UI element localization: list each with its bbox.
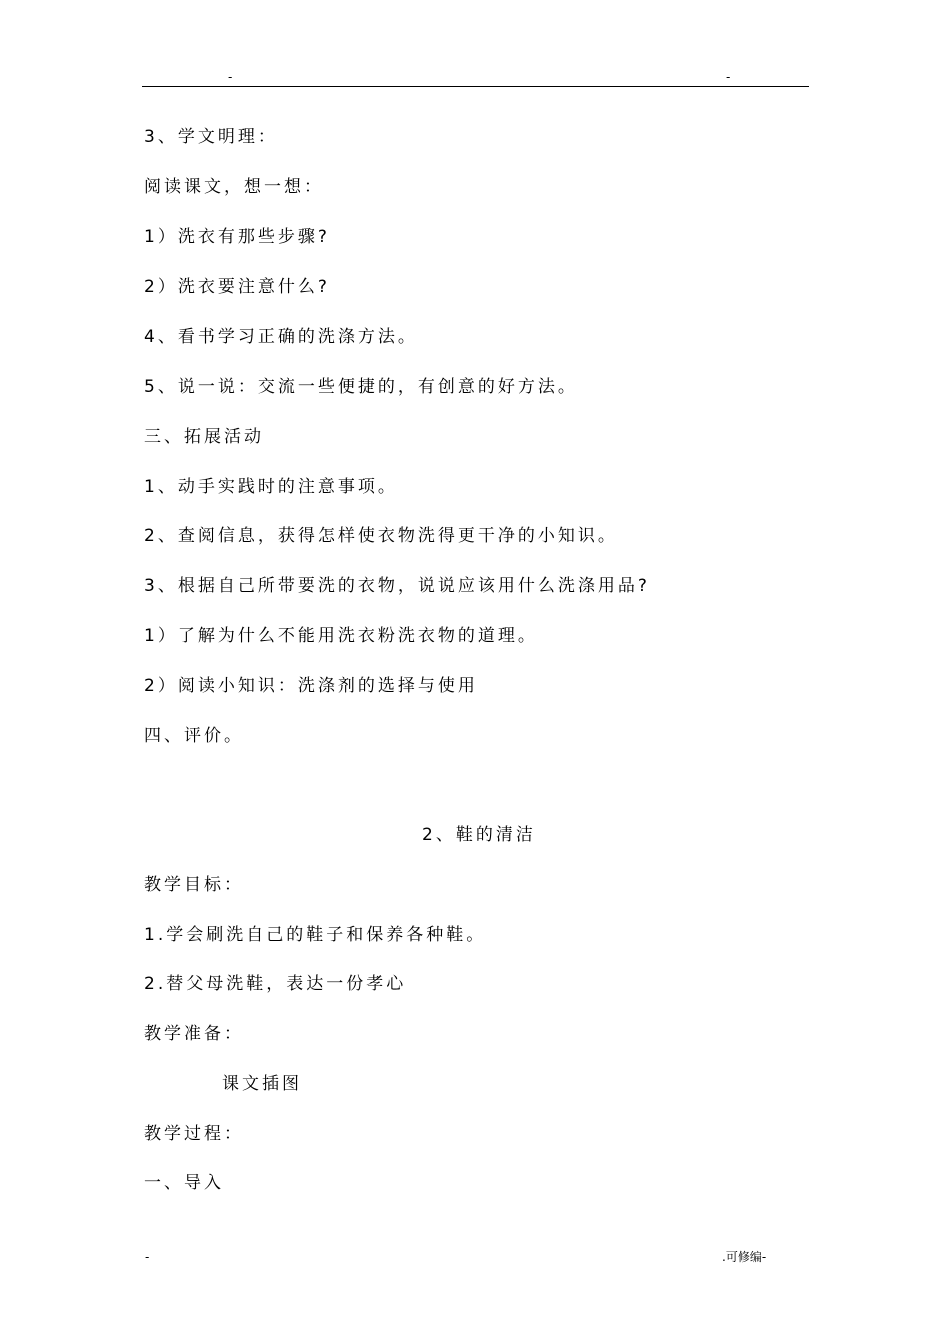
footer-left-mark: - — [145, 1250, 150, 1264]
activity-3-sub-2: 2）阅读小知识：洗涤剂的选择与使用 — [144, 676, 478, 696]
activity-3: 3、根据自己所带要洗的衣物，说说应该用什么洗涤用品? — [144, 576, 650, 596]
header-left-mark: - — [228, 70, 233, 84]
objectives-heading: 教学目标： — [144, 875, 244, 895]
read-prompt: 阅读课文，想一想： — [144, 177, 324, 197]
preparation-item: 课文插图 — [222, 1074, 302, 1094]
question-2: 2）洗衣要注意什么? — [144, 277, 330, 297]
activity-2: 2、查阅信息，获得怎样使衣物洗得更干净的小知识。 — [144, 526, 618, 546]
activity-3-sub-1: 1）了解为什么不能用洗衣粉洗衣物的道理。 — [144, 626, 538, 646]
step-5: 5、说一说：交流一些便捷的，有创意的好方法。 — [144, 377, 578, 397]
objective-1: 1.学会刷洗自己的鞋子和保养各种鞋。 — [144, 925, 487, 945]
footer-right-text: .可修编- — [722, 1250, 767, 1264]
section-3-heading: 3、学文明理： — [144, 127, 278, 147]
header-rule — [142, 86, 809, 87]
process-part-1: 一、导入 — [144, 1173, 224, 1193]
preparation-heading: 教学准备： — [144, 1024, 244, 1044]
process-heading: 教学过程： — [144, 1124, 244, 1144]
question-1: 1）洗衣有那些步骤? — [144, 227, 330, 247]
step-4: 4、看书学习正确的洗涤方法。 — [144, 327, 418, 347]
part-4-heading: 四、评价。 — [144, 726, 244, 746]
part-3-heading: 三、拓展活动 — [144, 427, 264, 447]
objective-2: 2.替父母洗鞋，表达一份孝心 — [144, 974, 407, 994]
activity-1: 1、动手实践时的注意事项。 — [144, 477, 398, 497]
lesson-title: 2、鞋的清洁 — [422, 825, 536, 845]
header-right-mark: - — [726, 70, 731, 84]
